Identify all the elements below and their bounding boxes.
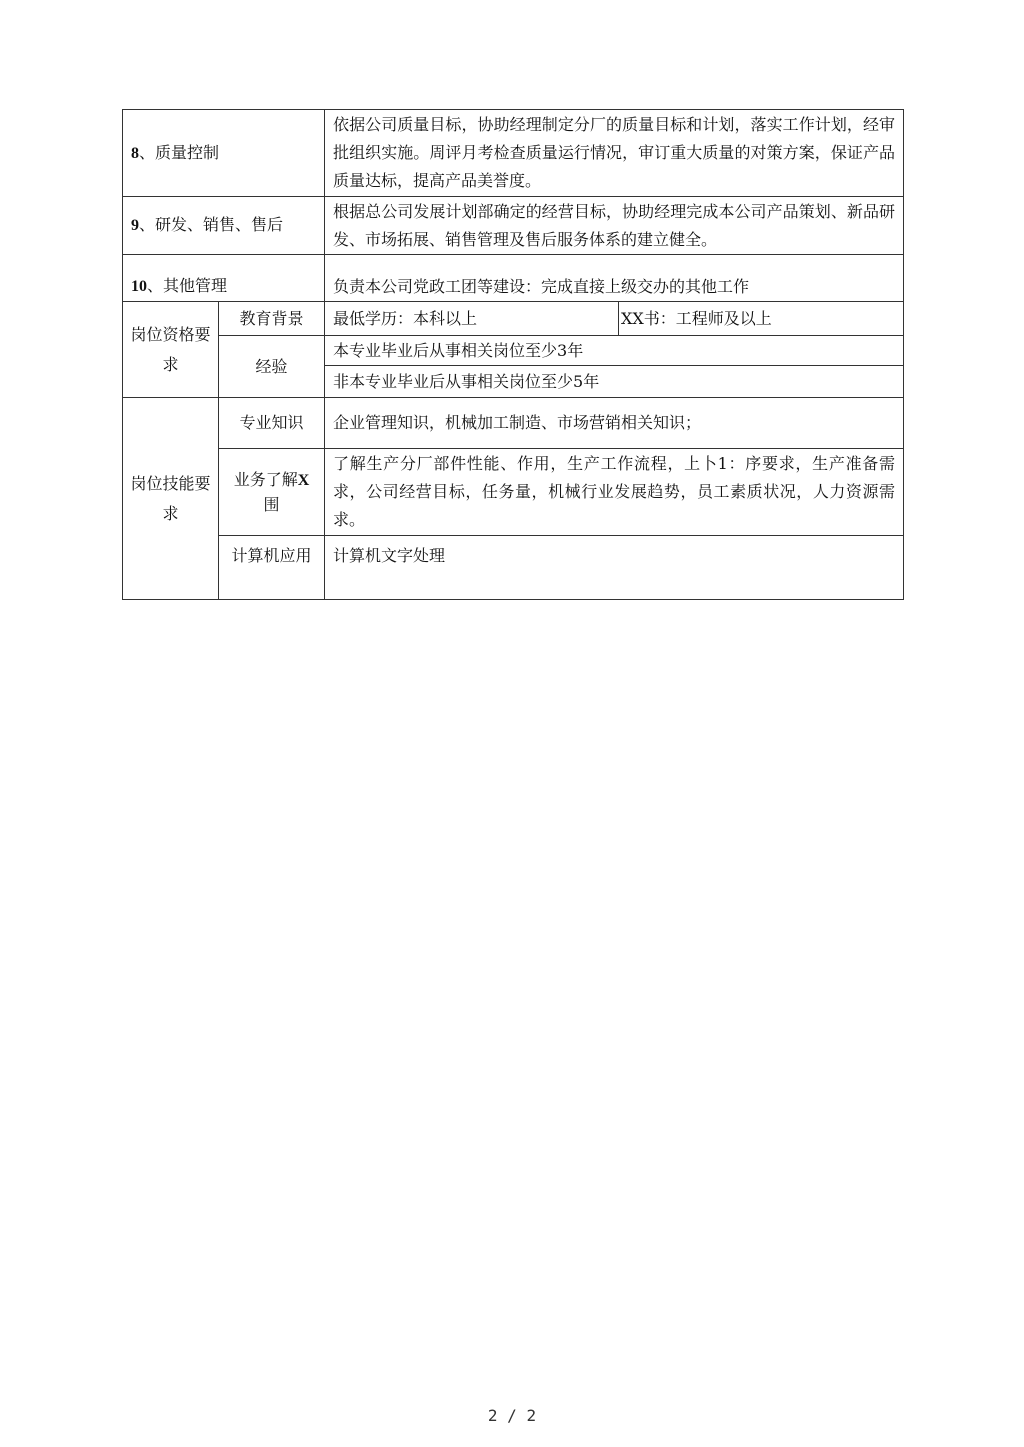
table-row: [123, 449, 904, 536]
duty-number: 9: [131, 217, 139, 234]
experience-value-1: 本专业毕业后从事相关岗位至少3年: [325, 336, 904, 366]
table-row: [123, 302, 904, 336]
education-value: 最低学历：本科以上: [325, 302, 619, 336]
experience-label: 经验: [219, 336, 325, 398]
business-scope-value: 了解生产分厂部件性能、作用，生产工作流程，上卜1：序要求，生产准备需求，公司经营目标，任务量，机械行业发展趋势，员工素质状况，人力资源需求。: [325, 449, 904, 536]
table-row: [123, 336, 904, 366]
table-row: [123, 197, 904, 255]
business-label-part: 业务了解: [233, 469, 298, 489]
duty-desc-quality: 依据公司质量目标，协助经理制定分厂的质量目标和计划，落实工作计划，经审批组织实施。周评月考检查质量运行情况，审订重大质量的对策方案，保证产品质量达标，提高产品美誉度。: [325, 110, 904, 197]
duty-number: 10: [131, 278, 147, 295]
business-label-x: X: [297, 471, 310, 489]
duty-desc-rnd-sales: 根据总公司发展计划部确定的经营目标，协助经理完成本公司产品策划、新品研发、市场拓展、销售管理及售后服务体系的建立健全。: [325, 197, 904, 255]
duty-title-text: 、研发、销售、售后: [139, 215, 284, 234]
duty-desc-other: 负责本公司党政工团等建设：完成直接上级交办的其他工作: [325, 255, 904, 302]
computer-value: 计算机文字处理: [325, 536, 904, 600]
qualification-category: 岗位资格要求: [123, 302, 219, 398]
table-row: [123, 398, 904, 449]
education-label: 教育背景: [219, 302, 325, 336]
duty-title-quality: [123, 110, 325, 197]
duty-title-text: 、质量控制: [139, 142, 220, 162]
duty-title-other: [123, 255, 325, 302]
experience-value-2: 非本专业毕业后从事相关岗位至少5年: [325, 366, 904, 398]
certificate-value: XX书：工程师及以上: [619, 302, 904, 336]
business-label-part: 围: [263, 494, 280, 514]
duty-title-text: 、其他管理: [147, 276, 228, 295]
knowledge-value: 企业管理知识，机械加工制造、市场营销相关知识；: [325, 398, 904, 449]
computer-label: 计算机应用: [219, 536, 325, 600]
table-row: [123, 536, 904, 600]
duty-number: 8: [131, 144, 139, 162]
table-row: [123, 110, 904, 197]
job-description-table: [122, 109, 904, 600]
duty-title-rnd-sales: [123, 197, 325, 255]
business-scope-label: [219, 449, 325, 536]
skills-category: 岗位技能要求: [123, 398, 219, 600]
knowledge-label: 专业知识: [219, 398, 325, 449]
table-row: [123, 255, 904, 302]
page-number: 2 / 2: [487, 1406, 537, 1425]
